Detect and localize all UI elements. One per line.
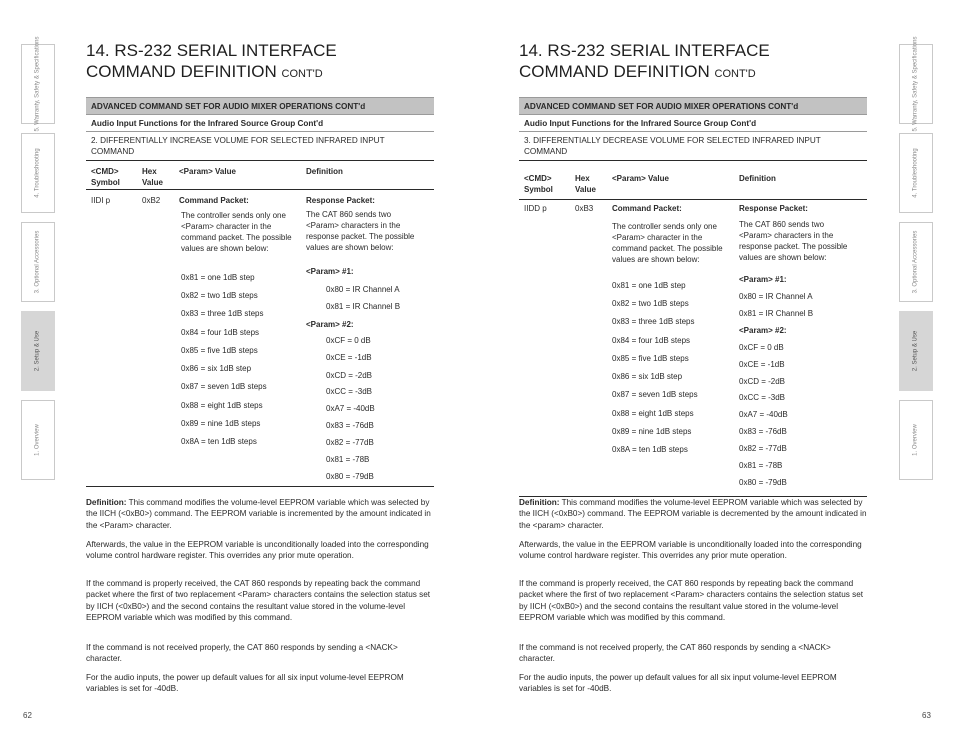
step-item: 0x82 = two 1dB steps: [181, 291, 258, 300]
param2-item: 0xCE = -1dB: [326, 353, 372, 362]
step-item: 0x81 = one 1dB step: [181, 273, 255, 282]
param1-item: 0x81 = IR Channel B: [326, 302, 401, 311]
nav-tab-warranty[interactable]: 5. Warranty, Safety & Specifications: [899, 44, 933, 124]
param2-item: 0xCD = -2dB: [739, 377, 786, 386]
section-bar: ADVANCED COMMAND SET FOR AUDIO MIXER OPERATIONS CONT'd: [519, 97, 867, 115]
definition-paragraph: Definition: This command modifies the volume-level EEPROM variable which was selected by the IICH (<0xB0>) command. The EEPROM variable is decremented by the amount indicated in the <param> character.: [519, 498, 867, 530]
param2-item: 0xCF = 0 dB: [326, 336, 371, 345]
step-item: 0x81 = one 1dB step: [612, 281, 686, 290]
page-right: [519, 40, 867, 694]
page-title: 14. RS-232 SERIAL INTERFACE COMMAND DEFINITION CONT'D: [86, 41, 337, 81]
param2-item: 0xA7 = -40dB: [739, 410, 788, 419]
command-title: 2. DIFFERENTIALLY INCREASE VOLUME FOR SELECTED INFRARED INPUT COMMAND: [86, 132, 434, 161]
body-paragraph: If the command is not received properly, the CAT 860 responds by sending a <NACK> character.: [86, 643, 398, 664]
nav-tab-optional-accessories[interactable]: 3. Optional Accessories: [21, 222, 55, 302]
col-cmd-symbol: <CMD> Symbol: [91, 167, 120, 187]
step-item: 0x85 = five 1dB steps: [181, 346, 258, 355]
section-bar: ADVANCED COMMAND SET FOR AUDIO MIXER OPERATIONS CONT'd: [86, 97, 434, 115]
param2-item: 0x83 = -76dB: [739, 427, 787, 436]
step-item: 0x8A = ten 1dB steps: [181, 437, 257, 446]
param1-item: 0x80 = IR Channel A: [326, 285, 400, 294]
command-table-body: [86, 190, 434, 487]
page-number-right: 63: [922, 711, 931, 720]
response-packet-desc: The CAT 860 sends two <Param> characters in the response packet. The possible values are shown below:: [739, 220, 848, 262]
param2-item: 0x80 = -79dB: [326, 472, 374, 481]
param2-item: 0x80 = -79dB: [739, 478, 787, 487]
param2-label: <Param> #2:: [739, 326, 787, 335]
command-packet-label: Command Packet:: [612, 204, 682, 213]
hex-value: 0xB3: [575, 204, 594, 213]
response-packet-desc: The CAT 860 sends two <Param> characters in the response packet. The possible values are shown below:: [306, 210, 415, 252]
body-paragraph: If the command is properly received, the CAT 860 responds by repeating back the command packet where the first of two replacement <Param> characters contains the selection status set by IICH (<0xB0>) and the second contains the resultant value stored in the volume-level EEPROM variable which was modified by this command.: [519, 579, 864, 622]
response-packet-label: Response Packet:: [739, 204, 808, 213]
param2-item: 0xA7 = -40dB: [326, 404, 375, 413]
step-item: 0x86 = six 1dB step: [612, 372, 683, 381]
col-param-value: <Param> Value: [612, 174, 669, 183]
step-item: 0x88 = eight 1dB steps: [181, 401, 263, 410]
col-hex-value: Hex Value: [142, 167, 163, 187]
cmd-symbol: IIDD p: [524, 204, 547, 213]
body-paragraph: If the command is not received properly, the CAT 860 responds by sending a <NACK> character.: [519, 643, 831, 664]
param2-item: 0x81 = -78B: [326, 455, 370, 464]
col-param-value: <Param> Value: [179, 167, 236, 176]
step-item: 0x89 = nine 1dB steps: [612, 427, 692, 436]
param2-label: <Param> #2:: [306, 320, 354, 329]
nav-tab-troubleshooting[interactable]: 4. Troubleshooting: [21, 133, 55, 213]
col-hex-value: Hex Value: [575, 174, 596, 194]
nav-tab-warranty[interactable]: 5. Warranty, Safety & Specifications: [21, 44, 55, 124]
param2-item: 0x81 = -78B: [739, 461, 783, 470]
step-item: 0x86 = six 1dB step: [181, 364, 252, 373]
step-item: 0x8A = ten 1dB steps: [612, 445, 688, 454]
step-item: 0x83 = three 1dB steps: [181, 309, 264, 318]
nav-tab-overview[interactable]: 1. Overview: [21, 400, 55, 480]
command-packet-label: Command Packet:: [179, 196, 249, 205]
page-left: [86, 40, 434, 694]
param2-item: 0xCD = -2dB: [326, 371, 373, 380]
body-paragraph: For the audio inputs, the power up default values for all six input volume-level EEPROM variables is set for -40dB.: [86, 673, 404, 694]
definition-paragraph: Definition: This command modifies the volume-level EEPROM variable which was selected by the IICH (<0xB0>) command. The EEPROM variable is incremented by the amount indicated in the <Param> character.: [86, 498, 431, 530]
step-item: 0x84 = four 1dB steps: [612, 336, 691, 345]
command-table-body: [519, 200, 867, 497]
nav-tab-setup-use[interactable]: 2. Setup & Use: [899, 311, 933, 391]
nav-tab-troubleshooting[interactable]: 4. Troubleshooting: [899, 133, 933, 213]
param2-item: 0x83 = -76dB: [326, 421, 374, 430]
param2-item: 0xCC = -3dB: [326, 387, 373, 396]
param2-item: 0x82 = -77dB: [326, 438, 374, 447]
param2-item: 0xCC = -3dB: [739, 393, 786, 402]
col-cmd-symbol: <CMD> Symbol: [524, 174, 553, 194]
param1-label: <Param> #1:: [306, 267, 354, 276]
param2-item: 0xCE = -1dB: [739, 360, 785, 369]
nav-tab-optional-accessories[interactable]: 3. Optional Accessories: [899, 222, 933, 302]
col-definition: Definition: [739, 174, 776, 183]
step-item: 0x87 = seven 1dB steps: [181, 382, 267, 391]
param1-label: <Param> #1:: [739, 275, 787, 284]
step-item: 0x85 = five 1dB steps: [612, 354, 689, 363]
body-paragraph: For the audio inputs, the power up default values for all six input volume-level EEPROM variables is set for -40dB.: [519, 673, 837, 694]
nav-tab-overview[interactable]: 1. Overview: [899, 400, 933, 480]
table-header: [519, 161, 867, 200]
nav-tab-setup-use[interactable]: 2. Setup & Use: [21, 311, 55, 391]
step-item: 0x88 = eight 1dB steps: [612, 409, 694, 418]
step-item: 0x87 = seven 1dB steps: [612, 390, 698, 399]
param1-item: 0x80 = IR Channel A: [739, 292, 813, 301]
body-paragraph: Afterwards, the value in the EEPROM variable is unconditionally loaded into the corresponding volume control hardware register. This overrides any prior mute operation.: [519, 540, 862, 561]
command-packet-desc: The controller sends only one <Param> character in the command packet. The possible values are shown below:: [181, 211, 292, 253]
section-subhead: Audio Input Functions for the Infrared Source Group Cont'd: [519, 115, 867, 132]
body-paragraph: Afterwards, the value in the EEPROM variable is unconditionally loaded into the corresponding volume control hardware register. This overrides any prior mute operation.: [86, 540, 429, 561]
command-packet-desc: The controller sends only one <Param> character in the command packet. The possible values are shown below:: [612, 222, 723, 264]
page-number-left: 62: [23, 711, 32, 720]
cmd-symbol: IIDI p: [91, 196, 111, 205]
body-paragraph: If the command is properly received, the CAT 860 responds by repeating back the command packet where the first of two replacement <Param> characters contains the selection status set by IICH (<0xB0>) and the second contains the resultant value stored in the volume-level EEPROM variable which was modified by this command.: [86, 579, 431, 622]
response-packet-label: Response Packet:: [306, 196, 375, 205]
hex-value: 0xB2: [142, 196, 161, 205]
command-title: 3. DIFFERENTIALLY DECREASE VOLUME FOR SELECTED INFRARED INPUT COMMAND: [519, 132, 867, 161]
page-title: 14. RS-232 SERIAL INTERFACE COMMAND DEFINITION CONT'D: [519, 41, 770, 81]
step-item: 0x84 = four 1dB steps: [181, 328, 260, 337]
step-item: 0x82 = two 1dB steps: [612, 299, 689, 308]
section-subhead: Audio Input Functions for the Infrared Source Group Cont'd: [86, 115, 434, 132]
param1-item: 0x81 = IR Channel B: [739, 309, 814, 318]
param2-item: 0xCF = 0 dB: [739, 343, 784, 352]
param2-item: 0x82 = -77dB: [739, 444, 787, 453]
table-header: [86, 161, 434, 190]
step-item: 0x89 = nine 1dB steps: [181, 419, 261, 428]
col-definition: Definition: [306, 167, 343, 176]
step-item: 0x83 = three 1dB steps: [612, 317, 695, 326]
